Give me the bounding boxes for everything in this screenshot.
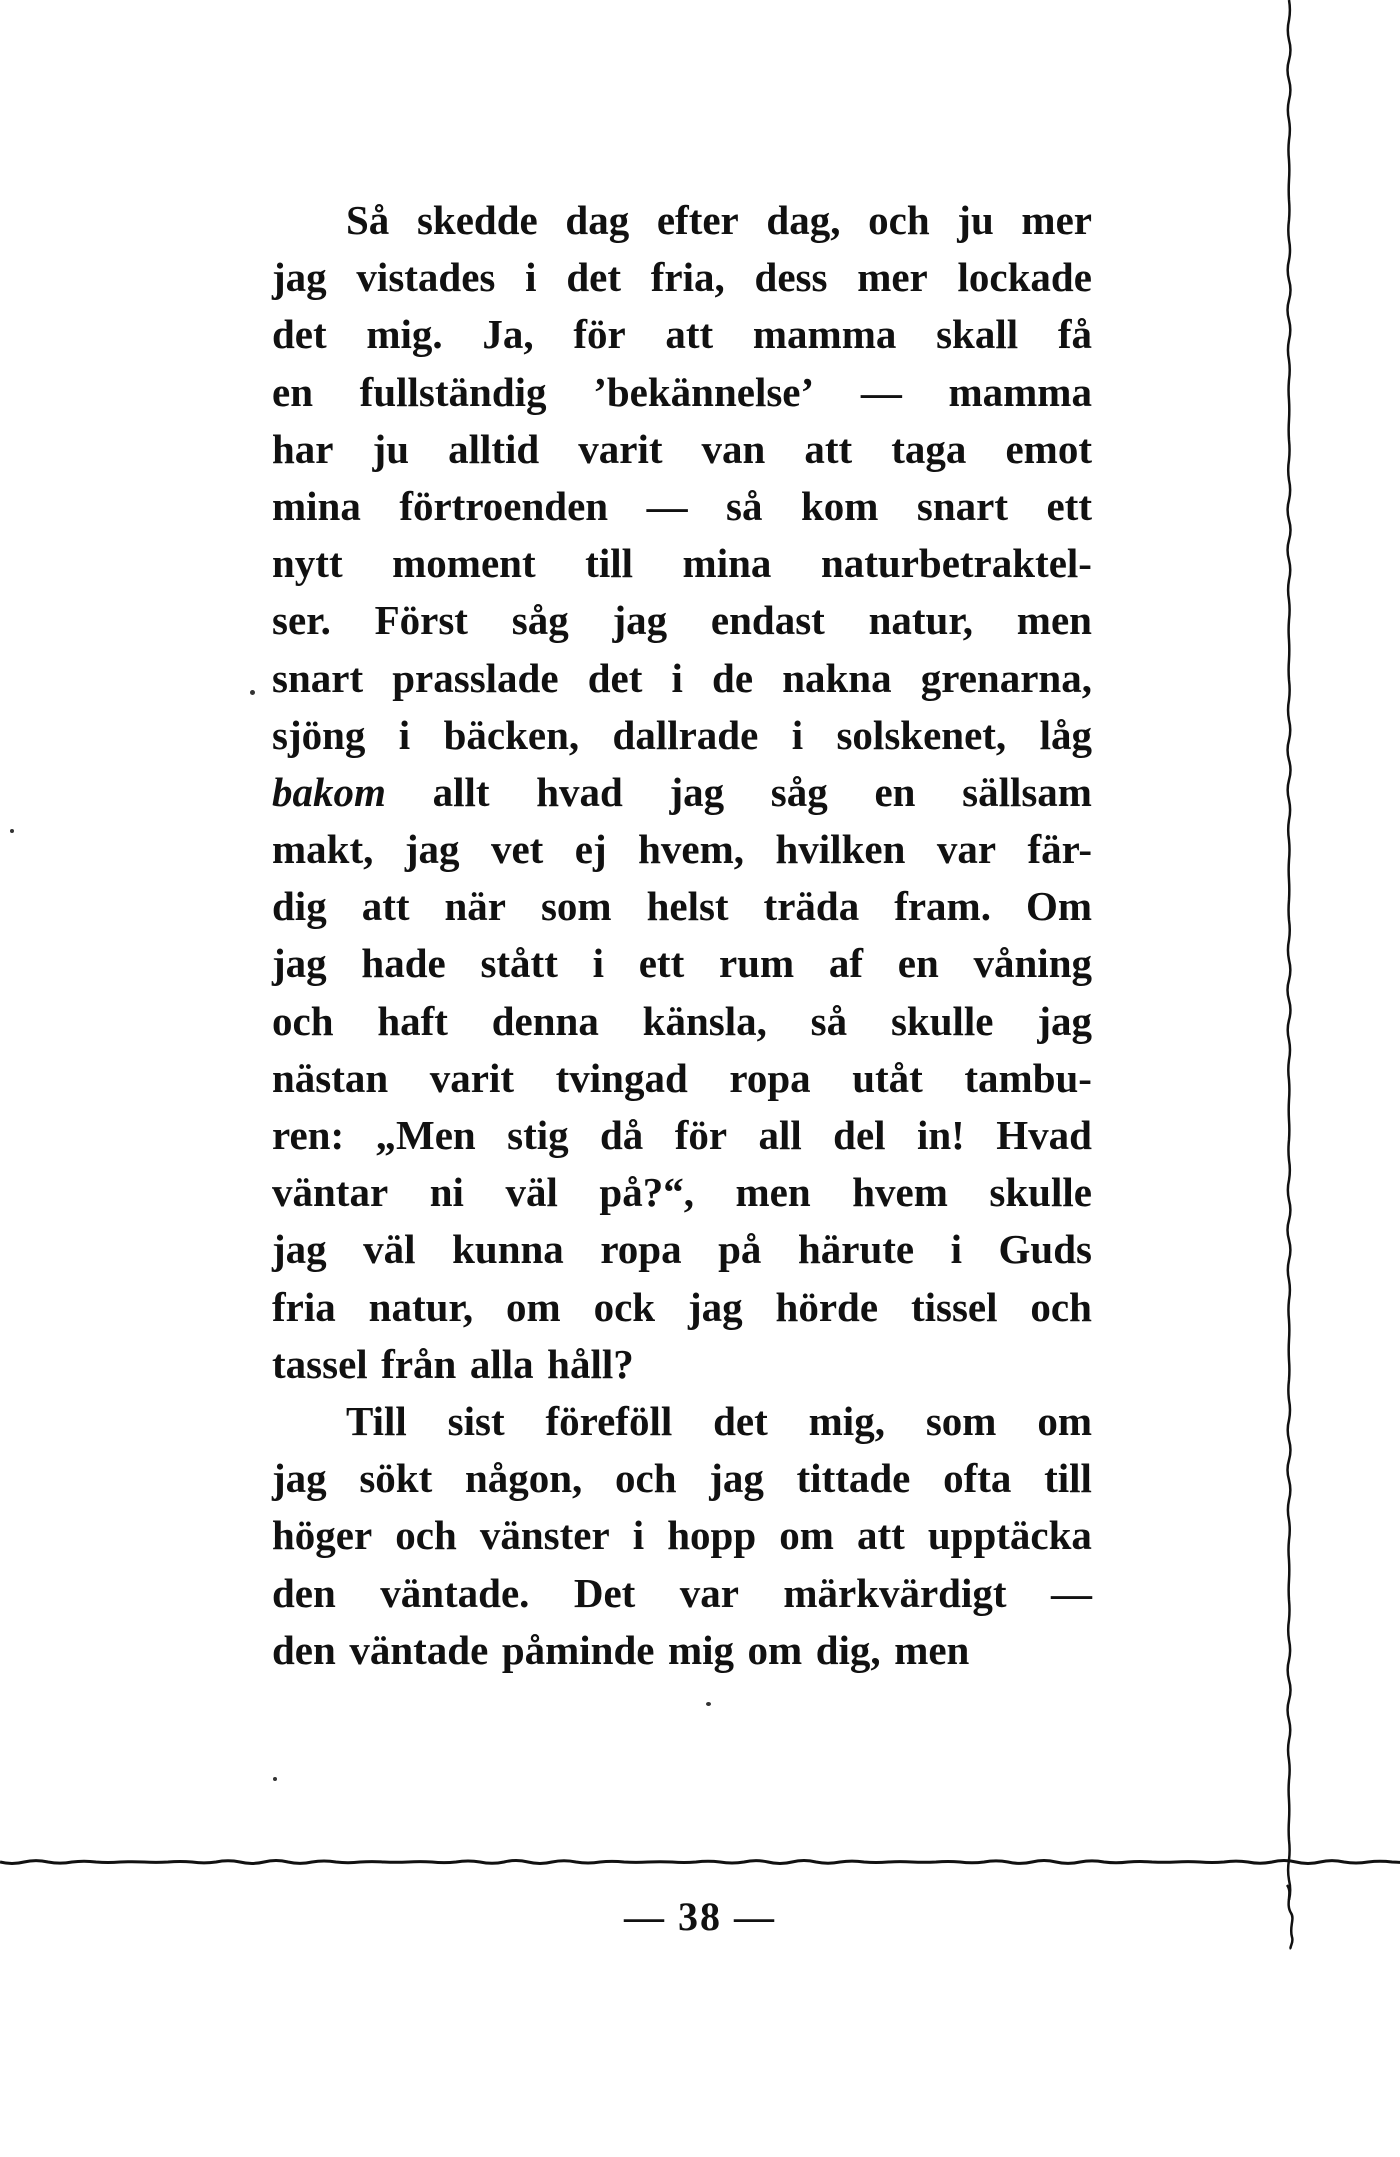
word: ofta bbox=[943, 1455, 1012, 1502]
word: snart bbox=[916, 482, 1009, 529]
word: håll? bbox=[547, 1340, 634, 1387]
word: från bbox=[381, 1340, 457, 1387]
word: naturbetraktel- bbox=[820, 540, 1092, 587]
word: makt, bbox=[272, 826, 374, 873]
word: haft bbox=[377, 997, 448, 1044]
word: nytt bbox=[272, 540, 343, 587]
text-line bbox=[272, 421, 1092, 478]
word: — bbox=[1050, 1569, 1092, 1616]
word: Guds bbox=[998, 1226, 1092, 1273]
word: moment bbox=[392, 540, 536, 587]
word: fria, bbox=[650, 254, 725, 301]
word: alltid bbox=[448, 425, 540, 472]
word: mig, bbox=[808, 1397, 885, 1444]
word: ni bbox=[429, 1169, 464, 1216]
word: ’bekännelse’ bbox=[593, 368, 815, 415]
text-line bbox=[272, 650, 1092, 707]
word: taga bbox=[891, 425, 967, 472]
word: och bbox=[868, 197, 930, 243]
word: till bbox=[585, 540, 633, 587]
word: härute bbox=[797, 1226, 915, 1273]
word: alla bbox=[469, 1340, 534, 1387]
word: efter bbox=[656, 197, 739, 243]
word: stått bbox=[480, 940, 558, 987]
word: att bbox=[361, 883, 410, 930]
word: om bbox=[1037, 1397, 1092, 1444]
page-number: — 38 — bbox=[624, 1894, 776, 1939]
text-line bbox=[272, 1393, 1092, 1450]
word: Till bbox=[346, 1397, 407, 1444]
word: del bbox=[833, 1112, 886, 1158]
text-line bbox=[272, 821, 1092, 878]
word: om bbox=[779, 1512, 834, 1559]
text-line bbox=[272, 1050, 1092, 1107]
word: var bbox=[679, 1569, 739, 1616]
word: vet bbox=[490, 826, 544, 873]
word: det bbox=[587, 654, 643, 701]
word: att bbox=[804, 425, 853, 472]
word: träda bbox=[763, 883, 860, 930]
text-line bbox=[272, 192, 1092, 249]
text-line bbox=[272, 364, 1092, 421]
page-body-text bbox=[272, 192, 1092, 1679]
word: de bbox=[712, 654, 754, 701]
word: rum bbox=[718, 940, 795, 987]
word: jag bbox=[272, 1226, 327, 1273]
word: var bbox=[936, 826, 997, 873]
word: sökt bbox=[359, 1455, 433, 1502]
word: påminde bbox=[501, 1626, 655, 1673]
text-line bbox=[272, 707, 1092, 764]
word: grenarna, bbox=[920, 654, 1092, 701]
word: mer bbox=[857, 254, 928, 301]
word: ej bbox=[574, 826, 607, 873]
text-line bbox=[272, 478, 1092, 535]
word: varit bbox=[429, 1054, 515, 1101]
word: ren: bbox=[272, 1112, 345, 1158]
word: Hvad bbox=[996, 1112, 1092, 1158]
word: våning bbox=[973, 940, 1092, 987]
word: dig bbox=[272, 883, 327, 930]
word: väl bbox=[505, 1169, 558, 1216]
word: märkvärdigt bbox=[783, 1569, 1007, 1616]
word: nakna bbox=[782, 654, 892, 701]
word: dess bbox=[754, 254, 828, 301]
wavy-bottom-rule bbox=[0, 1855, 1400, 1869]
word: föreföll bbox=[545, 1397, 673, 1444]
word: på bbox=[718, 1226, 762, 1273]
word: för bbox=[573, 311, 626, 358]
word: ropa bbox=[600, 1226, 682, 1273]
word: natur, bbox=[368, 1283, 474, 1330]
word: skedde bbox=[416, 197, 538, 243]
word: ju bbox=[957, 197, 994, 243]
word: stig bbox=[507, 1112, 569, 1158]
word: sist bbox=[447, 1397, 505, 1444]
word: tvingad bbox=[555, 1054, 688, 1101]
text-line bbox=[272, 306, 1092, 363]
word: i bbox=[525, 254, 537, 301]
word: ser. bbox=[272, 597, 331, 644]
word: på?“, bbox=[599, 1169, 694, 1216]
word: mamma bbox=[948, 368, 1092, 415]
word: hvad bbox=[536, 768, 623, 815]
word: och bbox=[395, 1512, 457, 1559]
word: jag bbox=[669, 768, 725, 815]
word: fria bbox=[272, 1283, 336, 1330]
word: mig. bbox=[366, 311, 443, 358]
text-line bbox=[272, 249, 1092, 306]
ink-speck bbox=[10, 829, 14, 833]
word: i bbox=[592, 940, 604, 987]
word: jag bbox=[1037, 997, 1092, 1044]
word: jag bbox=[272, 254, 327, 301]
word: men bbox=[894, 1626, 970, 1673]
ink-speck bbox=[273, 1777, 277, 1781]
word: hvilken bbox=[775, 826, 906, 873]
text-line bbox=[272, 1164, 1092, 1221]
word: har bbox=[272, 425, 334, 472]
word: mamma bbox=[752, 311, 897, 358]
word: tittade bbox=[796, 1455, 911, 1502]
word: höger bbox=[272, 1512, 373, 1559]
word: jag bbox=[687, 1283, 743, 1330]
word: bakom bbox=[272, 768, 386, 815]
word: såg bbox=[511, 597, 569, 644]
word: mina bbox=[272, 482, 361, 529]
word: känsla, bbox=[642, 997, 767, 1044]
word: i bbox=[398, 711, 411, 758]
word: snart bbox=[272, 654, 364, 701]
word: låg bbox=[1039, 711, 1092, 758]
word: förtroenden bbox=[399, 482, 609, 529]
text-line bbox=[272, 535, 1092, 592]
text-line bbox=[272, 764, 1092, 821]
word: men bbox=[1016, 597, 1092, 644]
word: om bbox=[747, 1626, 803, 1673]
word: någon, bbox=[464, 1455, 583, 1502]
word: skulle bbox=[890, 997, 994, 1044]
word: ock bbox=[593, 1283, 656, 1330]
word: till bbox=[1044, 1455, 1092, 1502]
word: utåt bbox=[852, 1054, 923, 1101]
text-line bbox=[272, 1107, 1092, 1164]
word: sjöng bbox=[272, 711, 366, 758]
word: fär- bbox=[1027, 826, 1092, 873]
wavy-right-border bbox=[1282, 0, 1296, 1900]
word: vistades bbox=[356, 254, 496, 301]
word: i bbox=[671, 654, 683, 701]
text-line bbox=[272, 1622, 1092, 1679]
word: då bbox=[600, 1112, 644, 1158]
word: tissel bbox=[910, 1283, 998, 1330]
word: tassel bbox=[272, 1340, 368, 1387]
word: hvem, bbox=[638, 826, 745, 873]
word: dag bbox=[565, 197, 630, 243]
text-line bbox=[272, 993, 1092, 1050]
word: ropa bbox=[729, 1054, 811, 1101]
word: Så bbox=[346, 197, 390, 243]
word: hvem bbox=[852, 1169, 948, 1216]
word: en bbox=[874, 768, 916, 815]
word: dag, bbox=[766, 197, 841, 243]
word: mina bbox=[682, 540, 772, 587]
word: kom bbox=[800, 482, 879, 529]
word: så bbox=[726, 482, 763, 529]
word: väl bbox=[363, 1226, 416, 1273]
word: hörde bbox=[775, 1283, 879, 1330]
word: den bbox=[272, 1569, 336, 1616]
word: ett bbox=[1046, 482, 1092, 529]
word: vänster bbox=[479, 1512, 610, 1559]
word: varit bbox=[578, 425, 663, 472]
word: in! bbox=[916, 1112, 965, 1158]
text-line bbox=[272, 1450, 1092, 1507]
text-line bbox=[272, 1279, 1092, 1336]
word: sällsam bbox=[962, 768, 1092, 815]
word: för bbox=[674, 1112, 728, 1158]
word: en bbox=[272, 368, 313, 415]
word: i bbox=[791, 711, 804, 758]
word: skall bbox=[936, 311, 1019, 358]
word: lockade bbox=[957, 254, 1092, 301]
text-line bbox=[272, 1336, 1092, 1393]
word: mig bbox=[667, 1626, 735, 1673]
word: jag bbox=[272, 1455, 327, 1502]
word: när bbox=[444, 883, 506, 930]
word: dallrade bbox=[612, 711, 759, 758]
word: ett bbox=[638, 940, 685, 987]
word: van bbox=[701, 425, 766, 472]
word: all bbox=[758, 1112, 802, 1158]
word: och bbox=[1030, 1283, 1092, 1330]
word: att bbox=[856, 1512, 905, 1559]
word: endast bbox=[710, 597, 825, 644]
word: jag bbox=[612, 597, 668, 644]
word: jag bbox=[709, 1455, 764, 1502]
word: natur, bbox=[868, 597, 974, 644]
word: Ja, bbox=[482, 311, 534, 358]
word: Först bbox=[374, 597, 468, 644]
word: men bbox=[735, 1169, 811, 1216]
word: dig, bbox=[815, 1626, 881, 1673]
text-line bbox=[272, 1565, 1092, 1622]
word: väntade. bbox=[380, 1569, 530, 1616]
word: i bbox=[950, 1226, 963, 1273]
word: en bbox=[897, 940, 939, 987]
word: att bbox=[665, 311, 714, 358]
ink-speck bbox=[250, 690, 255, 695]
word: skulle bbox=[989, 1169, 1092, 1216]
word: få bbox=[1057, 311, 1092, 358]
word: hopp bbox=[667, 1512, 757, 1559]
word: tambu- bbox=[964, 1054, 1092, 1101]
word: — bbox=[646, 482, 688, 529]
word: nästan bbox=[272, 1054, 389, 1101]
text-line bbox=[272, 878, 1092, 935]
word: den bbox=[272, 1626, 336, 1673]
word: helst bbox=[646, 883, 729, 930]
word: så bbox=[810, 997, 848, 1044]
word: upptäcka bbox=[927, 1512, 1092, 1559]
word: hade bbox=[361, 940, 446, 987]
word: jag bbox=[272, 940, 327, 987]
word: prasslade bbox=[392, 654, 559, 701]
word: fullständig bbox=[359, 368, 547, 415]
word: allt bbox=[432, 768, 490, 815]
word: det bbox=[272, 311, 327, 358]
word: och bbox=[272, 997, 334, 1044]
ink-speck bbox=[706, 1702, 711, 1706]
word: solskenet, bbox=[836, 711, 1007, 758]
word: om bbox=[506, 1283, 561, 1330]
word: bäcken, bbox=[443, 711, 580, 758]
word: det bbox=[566, 254, 621, 301]
word: väntar bbox=[272, 1169, 389, 1216]
word: som bbox=[540, 883, 612, 930]
word: i bbox=[632, 1512, 645, 1559]
word: Det bbox=[573, 1569, 636, 1616]
word: det bbox=[713, 1397, 768, 1444]
word: såg bbox=[770, 768, 828, 815]
word: ju bbox=[372, 425, 410, 472]
word: och bbox=[615, 1455, 677, 1502]
text-line bbox=[272, 935, 1092, 992]
word: jag bbox=[404, 826, 460, 873]
word: af bbox=[828, 940, 864, 987]
word: som bbox=[925, 1397, 997, 1444]
word: Om bbox=[1025, 883, 1092, 930]
text-line bbox=[272, 1221, 1092, 1278]
word: „Men bbox=[375, 1112, 476, 1158]
word: emot bbox=[1005, 425, 1092, 472]
text-line bbox=[272, 592, 1092, 649]
word: denna bbox=[491, 997, 599, 1044]
word: väntade bbox=[349, 1626, 489, 1673]
word: — bbox=[860, 368, 902, 415]
word: kunna bbox=[452, 1226, 564, 1273]
word: mer bbox=[1021, 197, 1092, 243]
text-line bbox=[272, 1507, 1092, 1564]
word: fram. bbox=[894, 883, 991, 930]
